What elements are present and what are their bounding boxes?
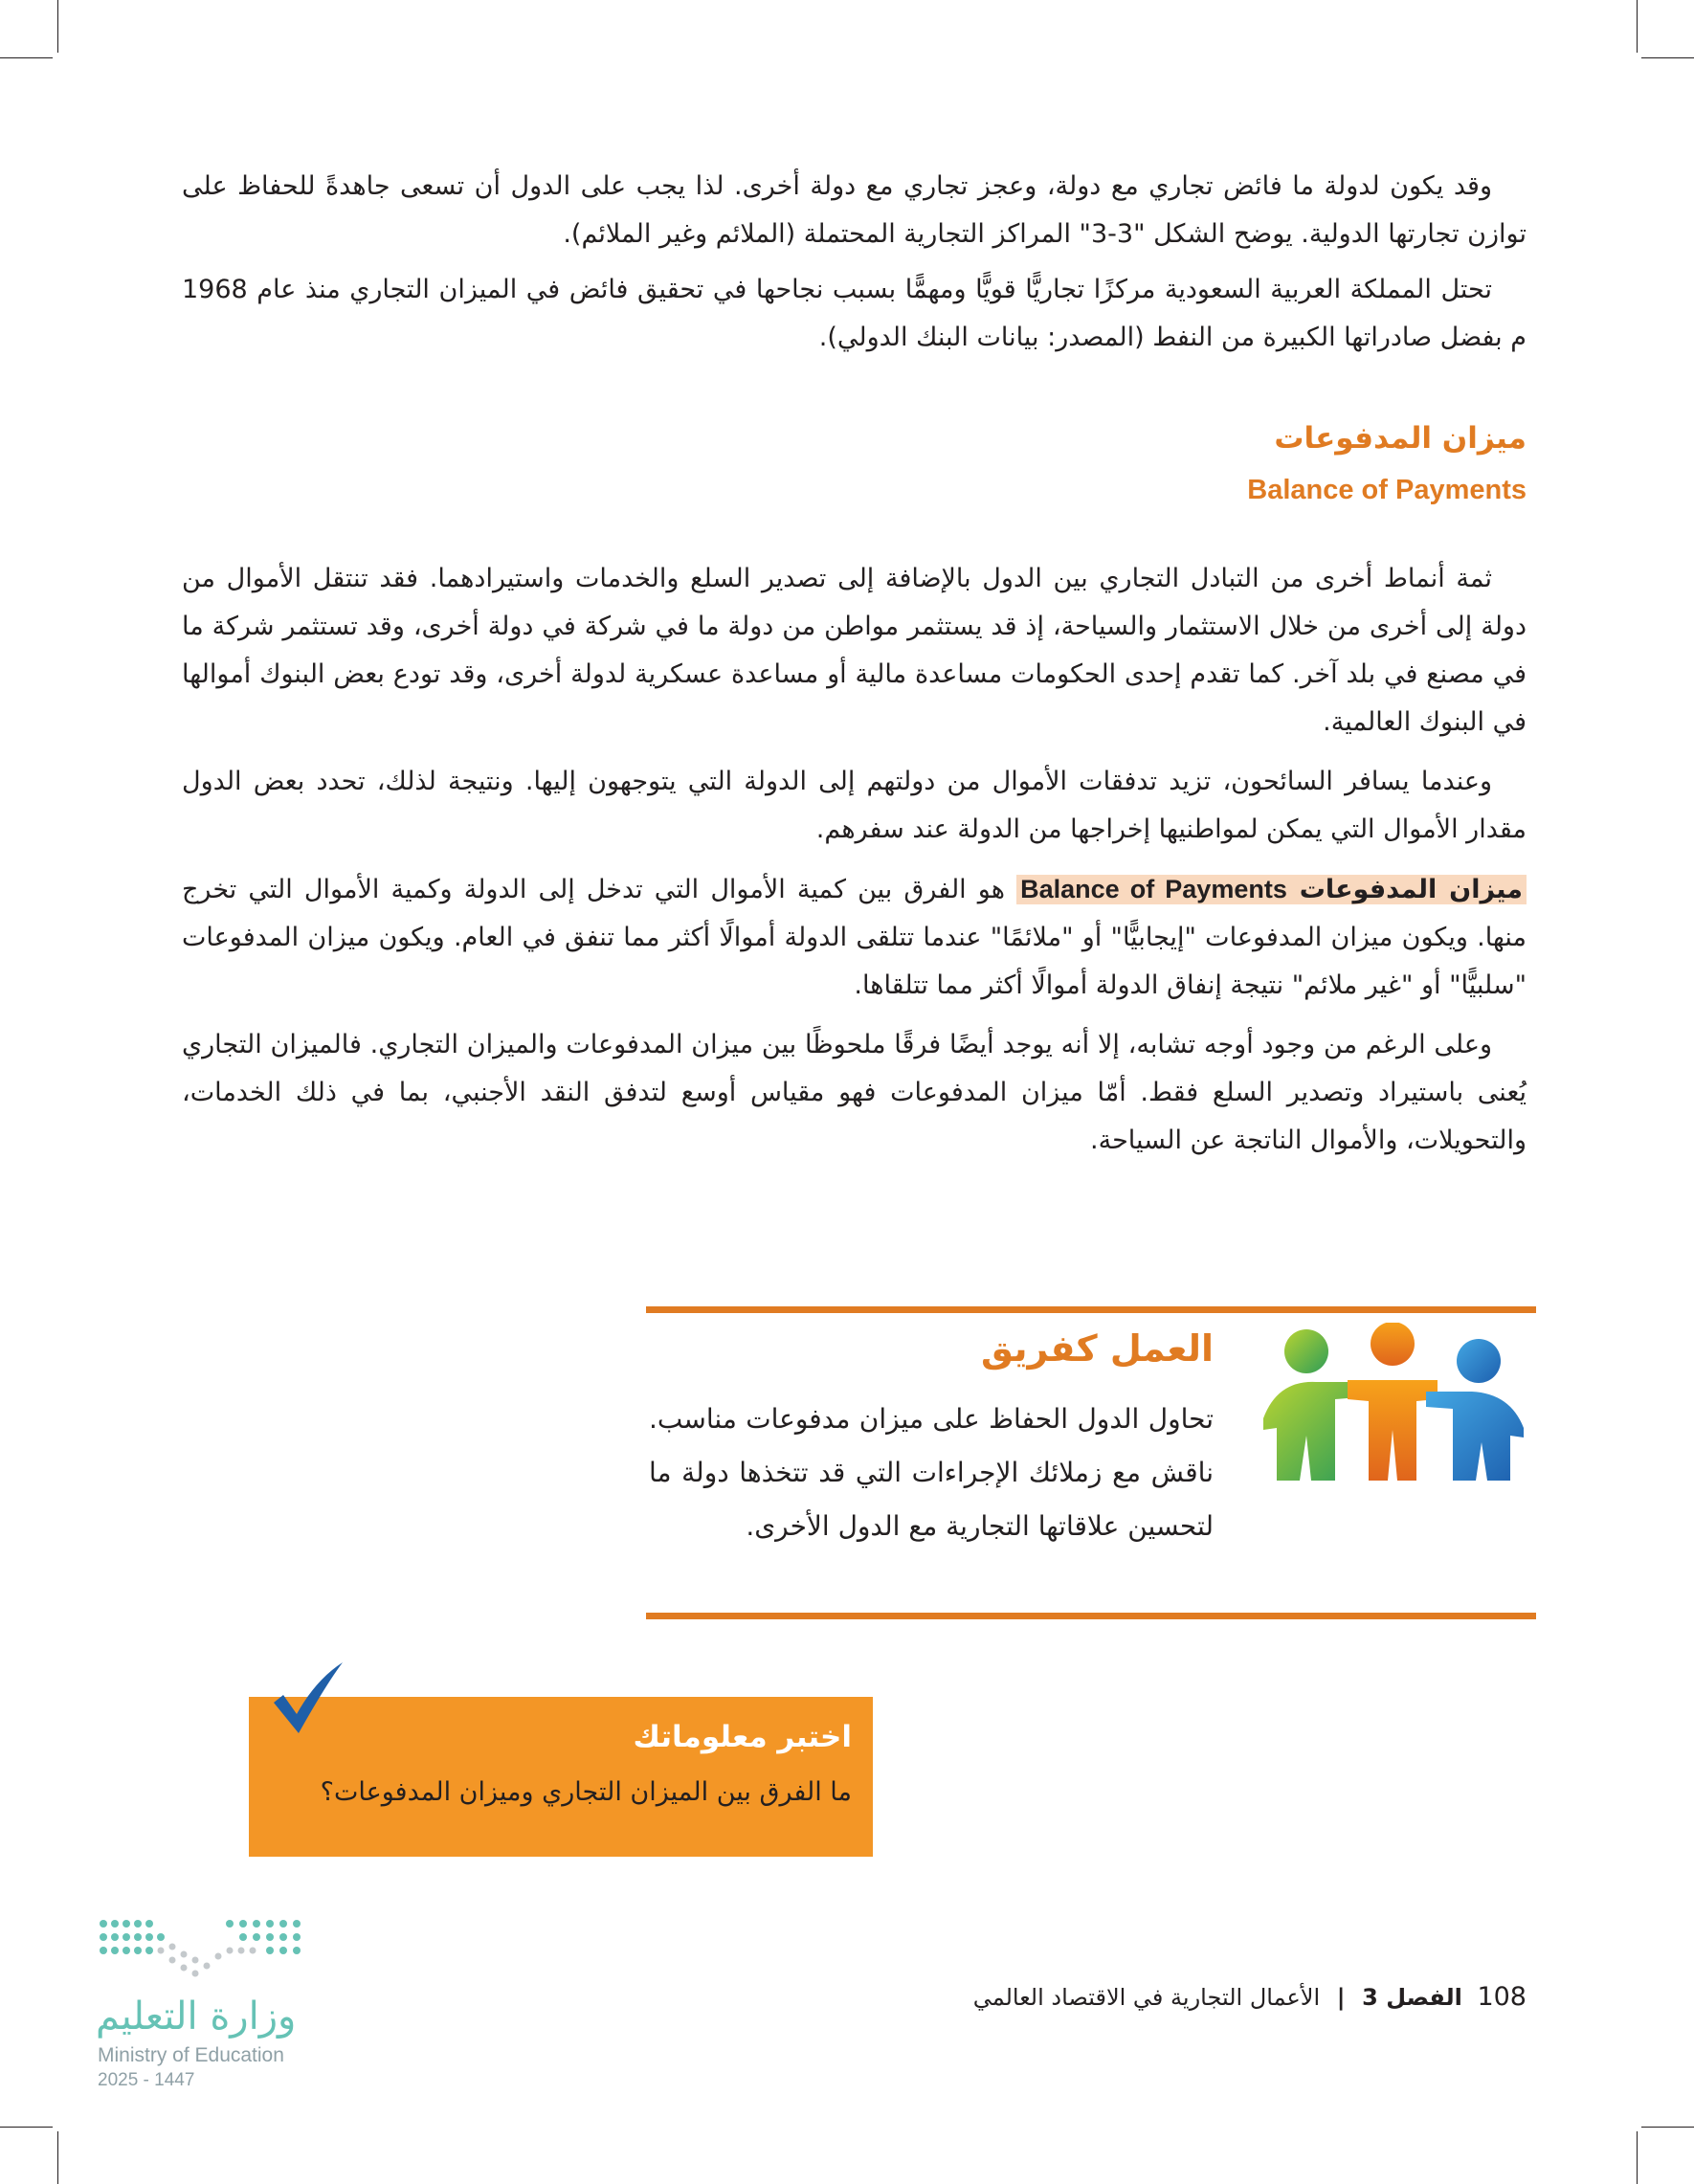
figure-head-orange — [1371, 1323, 1415, 1366]
figure-head-green — [1284, 1329, 1328, 1373]
chapter-label: الفصل 3 — [1362, 1984, 1462, 2011]
page-footer — [973, 1982, 1527, 2012]
teamwork-people-icon — [1254, 1323, 1531, 1490]
crop-mark — [57, 2131, 58, 2184]
checkmark-icon — [270, 1660, 346, 1737]
crop-mark — [0, 2127, 53, 2128]
body-paragraph: وعندما يسافر السائحون، تزيد تدفقات الأموال من دولتهم إلى الدولة التي يتوجهون إليها. ونتيجة لذلك، تحدد بعض الدول مقدار الأموال التي يمكن لمواطنيها إخراجها من الدولة عند سفرهم. — [182, 767, 1527, 844]
footer-separator: | — [1336, 1984, 1346, 2011]
teamwork-title: العمل كفريق — [981, 1327, 1214, 1370]
definition-text: هو الفرق بين كمية الأموال التي تدخل إلى الدولة وكمية الأموال التي تخرج منها. ويكون ميزان المدفوعات "إيجابيًّا" أو "ملائمًا" عندما تتلقى الدولة أموالًا أكثر مما تنفق في العام. ويكون ميزان المدفوعات "سلبيًّا" أو "غير ملائم" نتيجة إنفاق الدولة أموالًا أكثر مما تتلقاها. — [182, 875, 1527, 1000]
section-title-en: Balance of Payments — [1247, 475, 1527, 505]
page-number: 108 — [1477, 1982, 1527, 2012]
crop-mark — [0, 57, 53, 58]
teamwork-bottom-rule — [646, 1613, 1536, 1619]
definition-term — [1016, 875, 1527, 904]
section-title-ar: ميزان المدفوعات — [1274, 421, 1527, 456]
crop-mark — [1637, 2131, 1638, 2184]
check-knowledge-question: ما الفرق بين الميزان التجاري وميزان المدفوعات؟ — [320, 1777, 852, 1807]
ministry-name-ar: وزارة التعليم — [96, 1995, 297, 2039]
crop-mark — [57, 0, 58, 53]
crop-mark — [1637, 0, 1638, 53]
definition-term-ar: ميزان المدفوعات — [1299, 875, 1523, 904]
definition-paragraph — [182, 865, 1527, 1010]
intro-paragraph: وقد يكون لدولة ما فائض تجاري مع دولة، وعجز تجاري مع دولة أخرى. لذا يجب على الدول أن تسعى جاهدةً للحفاظ على توازن تجارتها الدولية. يوضح الشكل "3-3" المراكز التجارية المحتملة (الملائم وغير الملائم). — [182, 171, 1527, 249]
crop-mark — [1641, 2127, 1694, 2128]
teamwork-text: تحاول الدول الحفاظ على ميزان مدفوعات مناسب. ناقش مع زملائك الإجراءات التي قد تتخذها دولة ما لتحسين علاقاتها التجارية مع الدول الأخرى. — [649, 1403, 1214, 1542]
chapter-title: الأعمال التجارية في الاقتصاد العالمي — [972, 1984, 1321, 2011]
figure-body-green — [1263, 1382, 1359, 1481]
ministry-year: 2025 - 1447 — [98, 2070, 195, 2090]
figure-body-orange — [1348, 1380, 1438, 1481]
crop-mark — [1641, 57, 1694, 58]
definition-term-en: Balance of Payments — [1020, 875, 1287, 903]
check-knowledge-title: اختبر معلوماتك — [633, 1720, 852, 1754]
intro-paragraph: تحتل المملكة العربية السعودية مركزًا تجاريًّا قويًّا ومهمًّا بسبب نجاحها في تحقيق فائض في الميزان التجاري منذ عام 1968 م بفضل صادراتها الكبيرة من النفط (المصدر: بيانات البنك الدولي). — [182, 275, 1527, 352]
figure-head-blue — [1457, 1339, 1501, 1383]
figure-body-blue — [1426, 1392, 1524, 1481]
teamwork-top-rule — [646, 1306, 1536, 1313]
ministry-name-en: Ministry of Education — [98, 2044, 284, 2066]
body-text — [182, 555, 1527, 1165]
body-paragraph: ثمة أنماط أخرى من التبادل التجاري بين الدول بالإضافة إلى تصدير السلع والخدمات واستيرادهما. فقد تنتقل الأموال من دولة إلى أخرى من خلال الاستثمار والسياحة، إذ قد يستثمر مواطن من دولة ما في شركة في دولة أخرى، وقد تستثمر شركة ما في مصنع في بلد آخر. كما تقدم إحدى الحكومات مساعدة مالية أو مساعدة عسكرية لدولة أخرى، وقد تودع بعض البنوك أموالها في البنوك العالمية. — [182, 564, 1527, 737]
body-paragraph: وعلى الرغم من وجود أوجه تشابه، إلا أنه يوجد أيضًا فرقًا ملحوظًا بين ميزان المدفوعات والميزان التجاري. فالميزان التجاري يُعنى باستيراد وتصدير السلع فقط. أمّا ميزان المدفوعات فهو مقياس أوسع لتدفق النقد الأجنبي، بما في ذلك الخدمات، والتحويلات، والأموال الناتجة عن السياحة. — [182, 1030, 1527, 1155]
ministry-logo-dots — [94, 1912, 314, 1989]
intro-text — [182, 163, 1527, 362]
